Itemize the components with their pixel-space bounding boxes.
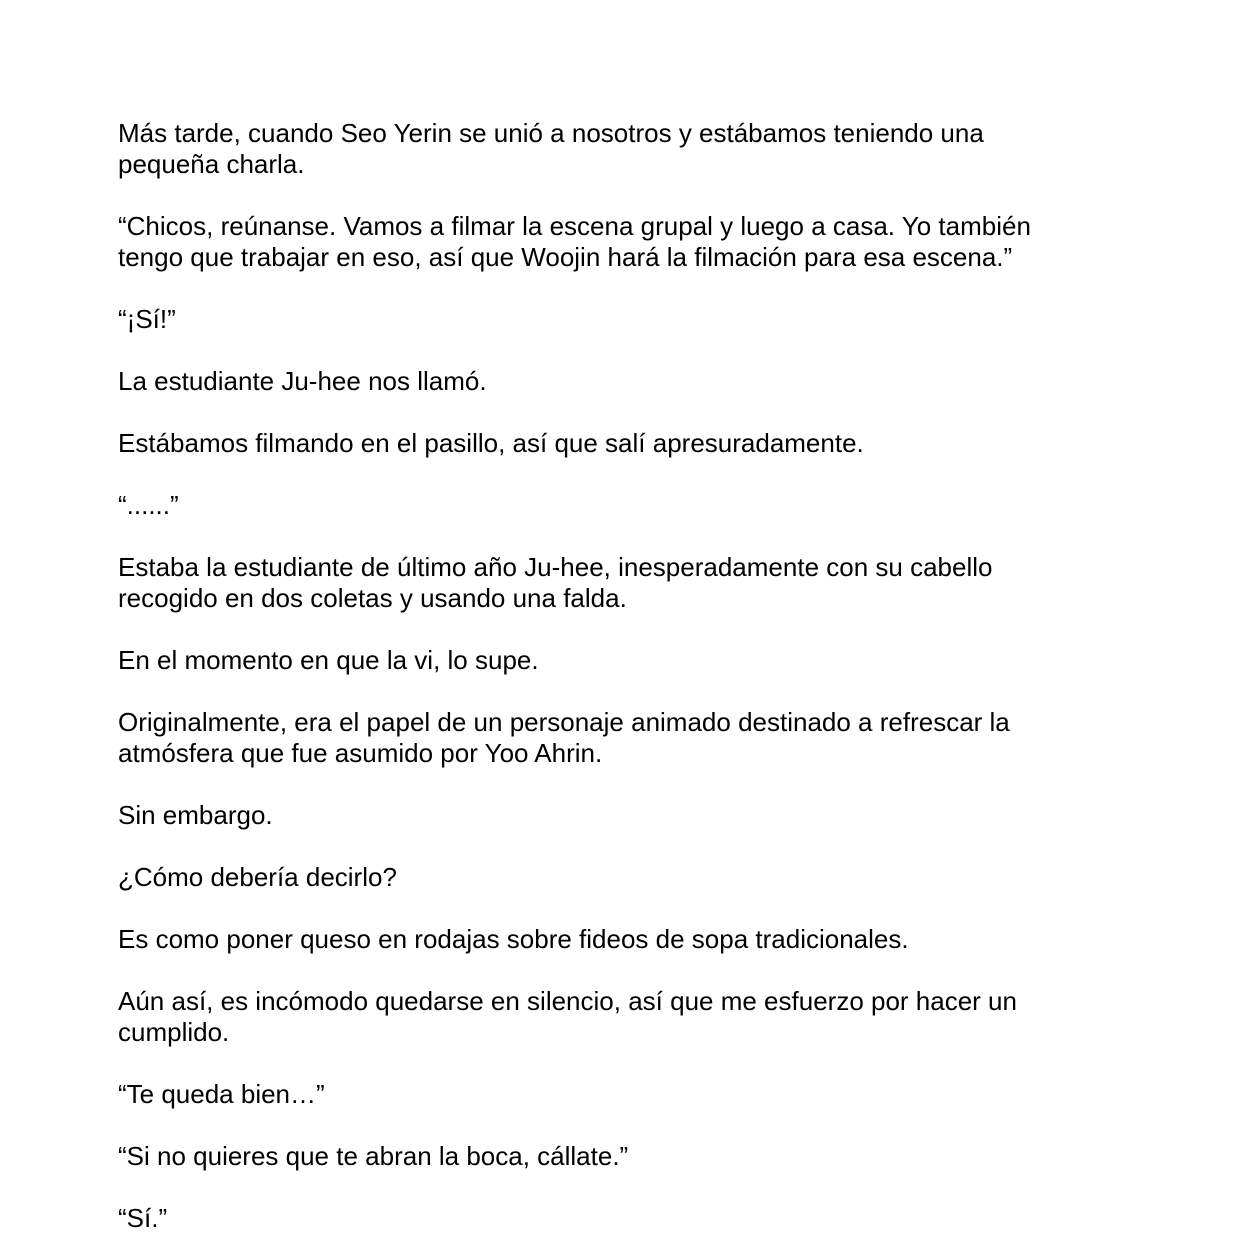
- document-page: [118, 118, 1118, 1234]
- paragraph: Más tarde, cuando Seo Yerin se unió a nosotros y estábamos teniendo una pequeña charla.: [118, 118, 984, 179]
- paragraph: “Te queda bien…”: [118, 1079, 325, 1109]
- paragraph: Originalmente, era el papel de un personaje animado destinado a refrescar la atmósfera que fue asumido por Yoo Ahrin.: [118, 707, 1010, 768]
- paragraph: “Chicos, reúnanse. Vamos a filmar la escena grupal y luego a casa. Yo también tengo que trabajar en eso, así que Woojin hará la filmación para esa escena.”: [118, 211, 1031, 272]
- paragraph: Aún así, es incómodo quedarse en silencio, así que me esfuerzo por hacer un cumplido.: [118, 986, 1017, 1047]
- paragraph: “......”: [118, 490, 179, 520]
- paragraph: “Si no quieres que te abran la boca, cállate.”: [118, 1141, 629, 1171]
- paragraph: En el momento en que la vi, lo supe.: [118, 645, 539, 675]
- paragraph: Es como poner queso en rodajas sobre fideos de sopa tradicionales.: [118, 924, 909, 954]
- paragraph: ¿Cómo debería decirlo?: [118, 862, 397, 892]
- paragraph: Estábamos filmando en el pasillo, así que salí apresuradamente.: [118, 428, 864, 458]
- paragraph: Estaba la estudiante de último año Ju-hee, inesperadamente con su cabello recogido en dos coletas y usando una falda.: [118, 552, 993, 613]
- paragraph: Sin embargo.: [118, 800, 273, 830]
- paragraph: “Sí.”: [118, 1203, 168, 1233]
- paragraph: La estudiante Ju-hee nos llamó.: [118, 366, 487, 396]
- paragraph: “¡Sí!”: [118, 304, 176, 334]
